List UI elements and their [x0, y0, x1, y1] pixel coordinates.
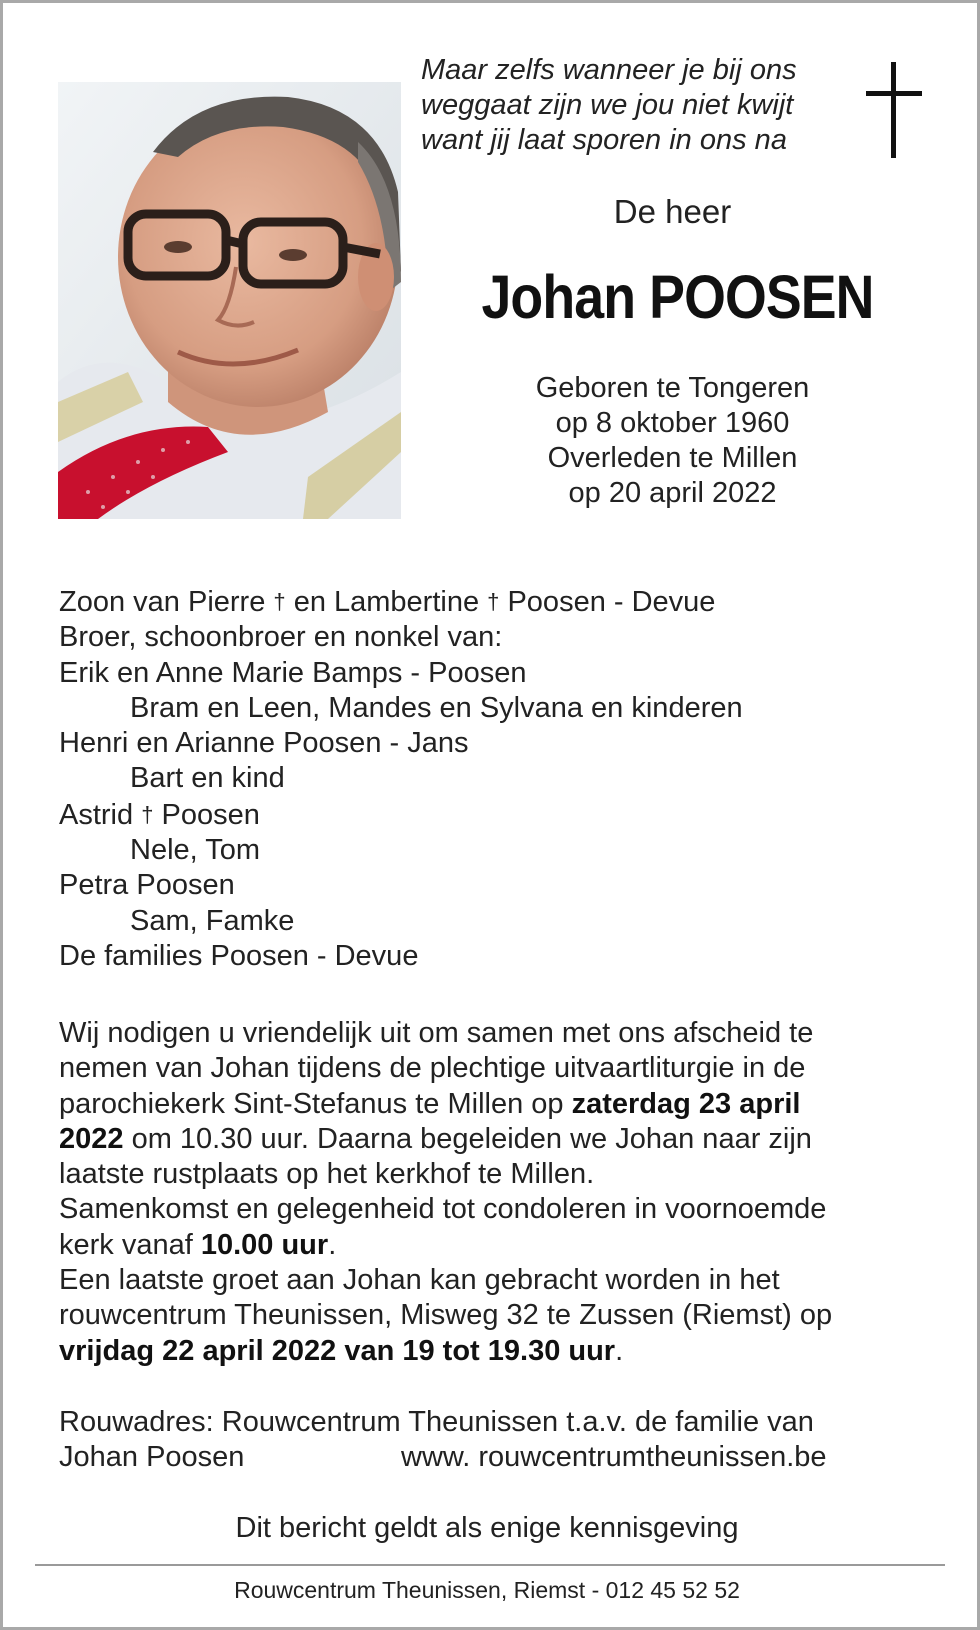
quote-line: want jij laat sporen in ons na — [421, 124, 787, 156]
family-line: Petra Poosen — [59, 869, 235, 902]
mourning-address — [59, 1405, 939, 1476]
cross-icon: † — [487, 589, 500, 614]
family-line: Nele, Tom — [130, 834, 261, 867]
footer-contact: Rouwcentrum Theunissen, Riemst - 012 45 52 52 — [234, 1577, 740, 1603]
birth-death-dates — [500, 371, 845, 511]
honorific: De heer — [613, 193, 732, 230]
portrait-photo — [58, 82, 401, 519]
death-place: Overleden te Millen — [547, 442, 798, 474]
invitation-line: Een laatste groet aan Johan kan gebracht worden in het — [59, 1264, 780, 1297]
family-line: Bart en kind — [130, 762, 285, 795]
divider — [35, 1564, 945, 1566]
death-date: op 20 april 2022 — [568, 477, 777, 509]
memorial-quote — [421, 53, 841, 158]
birth-place: Geboren te Tongeren — [535, 372, 810, 404]
address-line: Rouwadres: Rouwcentrum Theunissen t.a.v. de familie van — [59, 1406, 814, 1438]
family-line: Erik en Anne Marie Bamps - Poosen — [59, 656, 527, 689]
funeral-year: 2022 — [59, 1122, 124, 1155]
family-line: Broer, schoonbroer en nonkel van: — [59, 621, 503, 654]
invitation-line: parochiekerk Sint-Stefanus te Millen op zaterdag 23 april — [59, 1087, 801, 1120]
website-link[interactable]: www. rouwcentrumtheunissen.be — [401, 1441, 827, 1474]
cross-icon: † — [141, 801, 154, 827]
family-line: Henri en Arianne Poosen - Jans — [59, 727, 469, 760]
address-line: Johan Poosen www. rouwcentrumtheunissen.be — [59, 1440, 939, 1475]
family-line: De families Poosen - Devue — [59, 939, 419, 972]
invitation-line: Wij nodigen u vriendelijk uit om samen met ons afscheid te — [59, 1017, 814, 1049]
family-line: Zoon van Pierre † en Lambertine † Poosen - Devue — [59, 586, 716, 618]
cross-icon: † — [273, 589, 286, 614]
invitation-line: kerk vanaf 10.00 uur. — [59, 1228, 337, 1261]
quote-line: Maar zelfs wanneer je bij ons — [421, 54, 797, 86]
invitation-line: Samenkomst en gelegenheid tot condoleren in voornoemde — [59, 1193, 827, 1226]
portrait-illustration — [58, 82, 401, 519]
family-list — [59, 584, 939, 974]
invitation-line: nemen van Johan tijdens de plechtige uitvaartliturgie in de — [59, 1052, 806, 1085]
funeral-invitation — [59, 1016, 939, 1369]
birth-date: op 8 oktober 1960 — [555, 407, 790, 439]
invitation-line: 2022 om 10.30 uur. Daarna begeleiden we Johan naar zijn — [59, 1122, 812, 1155]
family-line: Astrid † Poosen — [59, 798, 260, 831]
family-line: Sam, Famke — [130, 904, 295, 937]
funeral-date: zaterdag 23 april — [571, 1087, 801, 1120]
quote-line: weggaat zijn we jou niet kwijt — [421, 89, 794, 121]
family-line: Bram en Leen, Mandes en Sylvana en kinderen — [130, 691, 743, 724]
invitation-line: laatste rustplaats op het kerkhof te Millen. — [59, 1158, 595, 1191]
invitation-line: rouwcentrum Theunissen, Misweg 32 te Zussen (Riemst) op — [59, 1299, 833, 1332]
visitation-time: vrijdag 22 april 2022 van 19 tot 19.30 uur — [59, 1334, 616, 1367]
invitation-line: vrijdag 22 april 2022 van 19 tot 19.30 uur. — [59, 1334, 624, 1367]
notice-text: Dit bericht geldt als enige kennisgeving — [235, 1512, 739, 1544]
cross-icon — [866, 62, 922, 158]
deceased-name: Johan POOSEN — [481, 263, 874, 331]
condolence-time: 10.00 uur — [200, 1228, 329, 1261]
